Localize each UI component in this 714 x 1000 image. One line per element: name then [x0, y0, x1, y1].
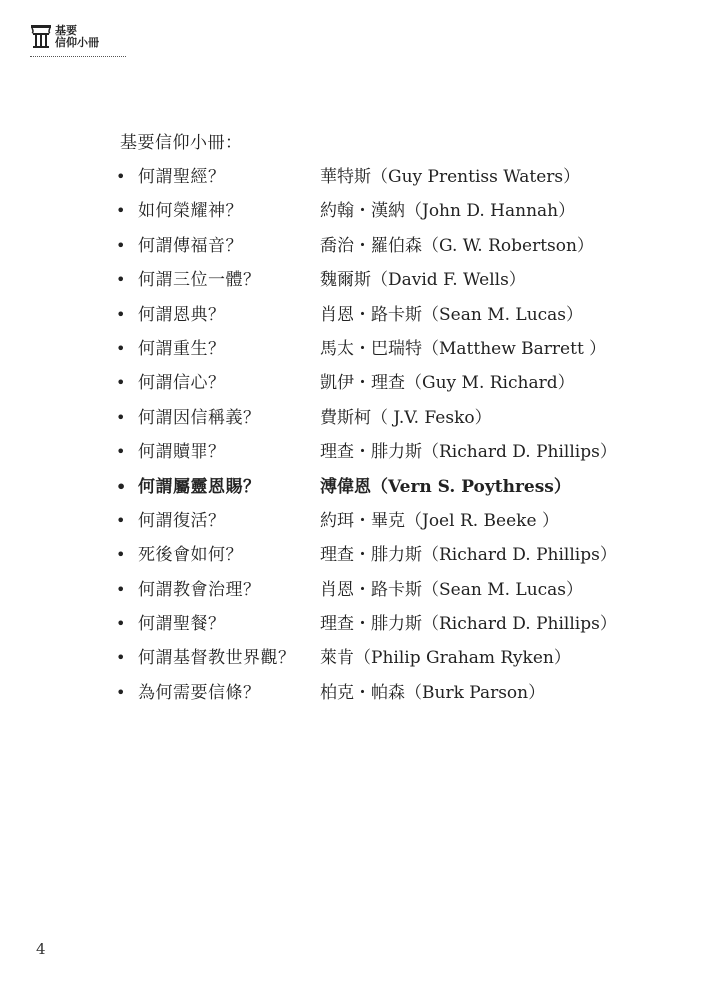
bullet-icon: • — [116, 648, 126, 668]
bullet-icon: • — [116, 442, 126, 462]
book-title: 何謂信心？ — [138, 373, 226, 394]
book-title: 何謂聖經？ — [138, 167, 226, 187]
book-author: 馬太・巴瑞特（Matthew Barrett ） — [320, 338, 607, 359]
bullet-icon: • — [116, 579, 126, 599]
bullet-icon: • — [116, 201, 126, 221]
list-item — [116, 163, 616, 197]
list-item — [116, 610, 616, 644]
list-item — [116, 369, 616, 403]
book-author: 魏爾斯（David F. Wells） — [320, 270, 526, 291]
list-item — [116, 541, 616, 575]
list-item — [116, 507, 616, 541]
book-author: 肖恩・路卡斯（Sean M. Lucas） — [320, 579, 584, 600]
list-item — [116, 335, 616, 369]
list-item — [116, 473, 616, 507]
series-name — [55, 25, 99, 49]
bullet-icon: • — [116, 373, 126, 393]
bullet-icon: • — [116, 338, 126, 358]
bullet-icon: • — [116, 614, 126, 634]
book-title: 何謂贖罪？ — [138, 442, 226, 463]
book-author: 溥偉恩（Vern S. Poythress） — [320, 476, 571, 497]
list-item — [116, 197, 616, 231]
book-title: 何謂重生？ — [138, 338, 226, 359]
book-author: 理查・腓力斯（Richard D. Phillips） — [320, 545, 617, 566]
book-author: 凱伊・理查（Guy M. Richard） — [320, 373, 575, 394]
book-title: 何謂屬靈恩賜？ — [138, 476, 261, 497]
book-title: 何謂基督教世界觀？ — [138, 648, 296, 669]
series-name-line1: 基要 — [55, 24, 77, 37]
book-title: 何謂恩典？ — [138, 304, 226, 325]
bullet-icon: • — [116, 545, 126, 565]
list-item — [116, 576, 616, 610]
bullet-icon: • — [116, 476, 127, 496]
book-list — [116, 163, 616, 713]
page-number: 4 — [36, 940, 46, 958]
book-author: 理查・腓力斯（Richard D. Phillips） — [320, 614, 617, 635]
list-item — [116, 679, 616, 713]
book-author: 約珥・畢克（Joel R. Beeke ） — [320, 510, 559, 531]
book-title: 死後會如何？ — [138, 545, 243, 566]
book-title: 何謂三位一體？ — [138, 270, 261, 291]
book-title: 為何需要信條？ — [138, 682, 261, 703]
bullet-icon: • — [116, 167, 126, 186]
book-author: 費斯柯（ J.V. Fesko） — [320, 407, 492, 428]
bullet-icon: • — [116, 235, 126, 255]
book-author: 約翰・漢納（John D. Hannah） — [320, 201, 576, 222]
book-title: 何謂聖餐？ — [138, 614, 226, 635]
bullet-icon: • — [116, 407, 126, 427]
book-title: 何謂復活？ — [138, 510, 226, 531]
list-item — [116, 404, 616, 438]
book-title: 何謂因信稱義？ — [138, 407, 261, 428]
book-title: 如何榮耀神？ — [138, 201, 243, 222]
pillar-icon — [30, 24, 52, 50]
bullet-icon: • — [116, 304, 126, 324]
book-title: 何謂教會治理？ — [138, 579, 261, 600]
list-item — [116, 266, 616, 300]
list-item — [116, 301, 616, 335]
series-header — [30, 24, 126, 60]
book-author: 肖恩・路卡斯（Sean M. Lucas） — [320, 304, 584, 325]
bullet-icon: • — [116, 682, 126, 702]
book-title: 何謂傳福音？ — [138, 235, 243, 256]
book-author: 理查・腓力斯（Richard D. Phillips） — [320, 442, 617, 463]
book-author: 萊肯（Philip Graham Ryken） — [320, 648, 571, 669]
series-name-line2: 信仰小冊 — [55, 36, 99, 49]
list-item — [116, 232, 616, 266]
list-item — [116, 644, 616, 678]
bullet-icon: • — [116, 510, 126, 530]
bullet-icon: • — [116, 270, 126, 290]
header-divider — [30, 56, 126, 57]
book-author: 華特斯（Guy Prentiss Waters） — [320, 167, 581, 187]
book-author: 柏克・帕森（Burk Parson） — [320, 682, 546, 703]
list-title: 基要信仰小冊： — [120, 133, 243, 153]
book-author: 喬治・羅伯森（G. W. Robertson） — [320, 235, 594, 256]
list-item — [116, 438, 616, 472]
